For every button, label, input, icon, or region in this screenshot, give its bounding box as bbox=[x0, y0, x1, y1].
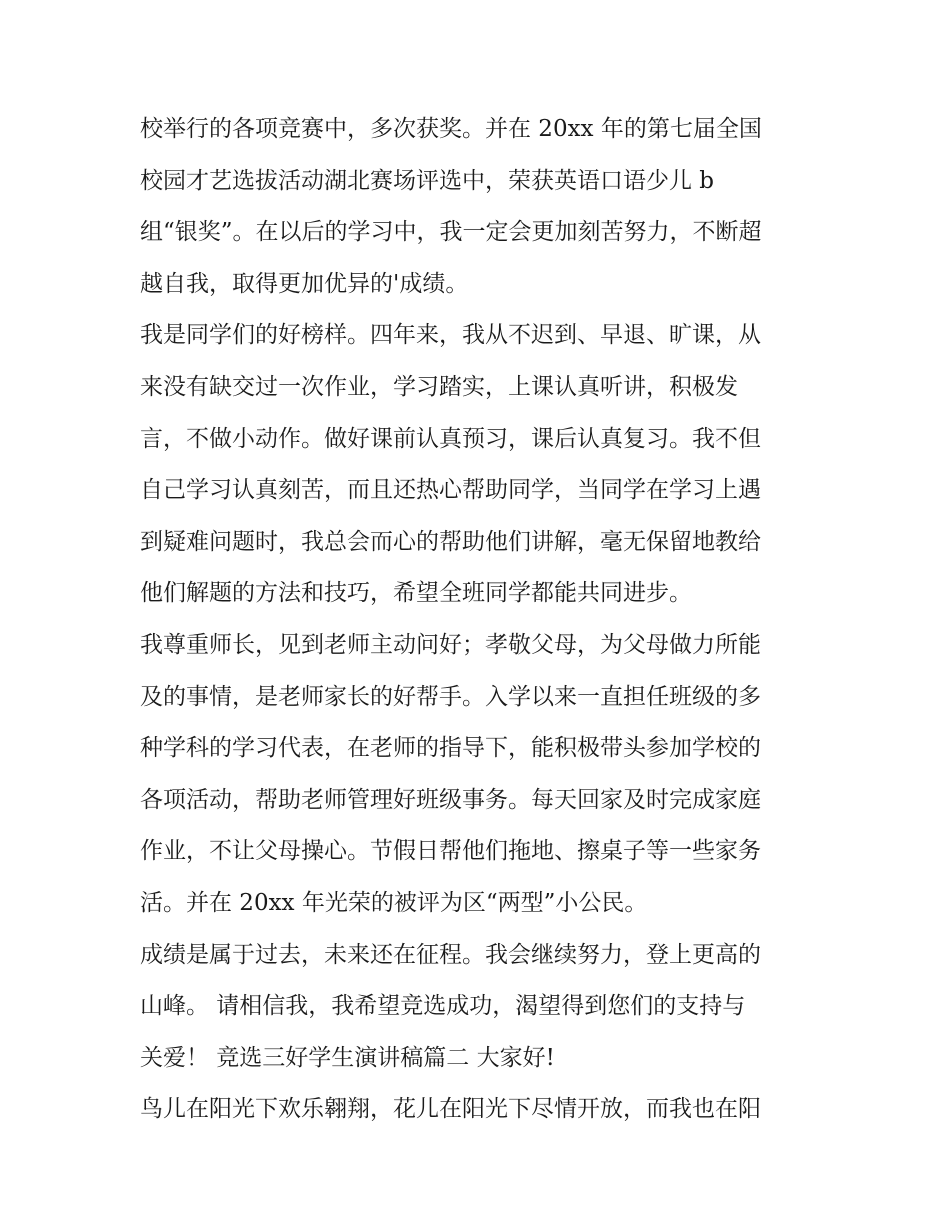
text-line: 组“银奖”。在以后的学习中，我一定会更加刻苦努力，不断超 bbox=[140, 219, 762, 246]
text-line: 来没有缺交过一次作业，学习踏实，上课认真听讲，积极发 bbox=[140, 373, 738, 400]
text-line: 言，不做小动作。做好课前认真预习，课后认真复习。我不但 bbox=[140, 425, 761, 452]
text-line: 各项活动，帮助老师管理好班级事务。每天回家及时完成家庭 bbox=[140, 786, 761, 813]
text-line: 他们解题的方法和技巧，希望全班同学都能共同进步。 bbox=[140, 580, 692, 607]
text-line: 校园才艺选拔活动湖北赛场评选中，荣获英语口语少儿 b bbox=[140, 167, 715, 194]
text-line: 成绩是属于过去，未来还在征程。我会继续努力，登上更高的 bbox=[140, 941, 761, 968]
text-line: 山峰。 请相信我，我希望竞选成功，渴望得到您们的支持与 bbox=[140, 993, 746, 1020]
text-line: 我尊重师长，见到老师主动问好；孝敬父母，为父母做力所能 bbox=[140, 631, 761, 658]
text-line: 及的事情，是老师家长的好帮手。入学以来一直担任班级的多 bbox=[140, 683, 761, 710]
text-line: 我是同学们的好榜样。四年来，我从不迟到、早退、旷课，从 bbox=[140, 322, 761, 349]
text-line: 越自我，取得更加优异的'成绩。 bbox=[140, 270, 469, 297]
text-line: 种学科的学习代表，在老师的指导下，能积极带头参加学校的 bbox=[140, 735, 761, 762]
text-line: 作业，不让父母操心。节假日帮他们拖地、擦桌子等一些家务 bbox=[140, 838, 761, 865]
text-line: 活。并在 20xx 年光荣的被评为区“两型”小公民。 bbox=[140, 889, 648, 916]
text-line: 鸟儿在阳光下欢乐翱翔，花儿在阳光下尽情开放，而我也在阳 bbox=[140, 1096, 761, 1123]
text-line: 到疑难问题时，我总会而心的帮助他们讲解，毫无保留地教给 bbox=[140, 528, 761, 555]
text-line: 自己学习认真刻苦，而且还热心帮助同学，当同学在学习上遇 bbox=[140, 477, 761, 504]
body-text bbox=[140, 104, 820, 1136]
text-line: 关爱！ 竞选三好学生演讲稿篇二 大家好! bbox=[140, 1044, 555, 1071]
text-line: 校举行的各项竞赛中，多次获奖。并在 20xx 年的第七届全国 bbox=[140, 116, 762, 142]
